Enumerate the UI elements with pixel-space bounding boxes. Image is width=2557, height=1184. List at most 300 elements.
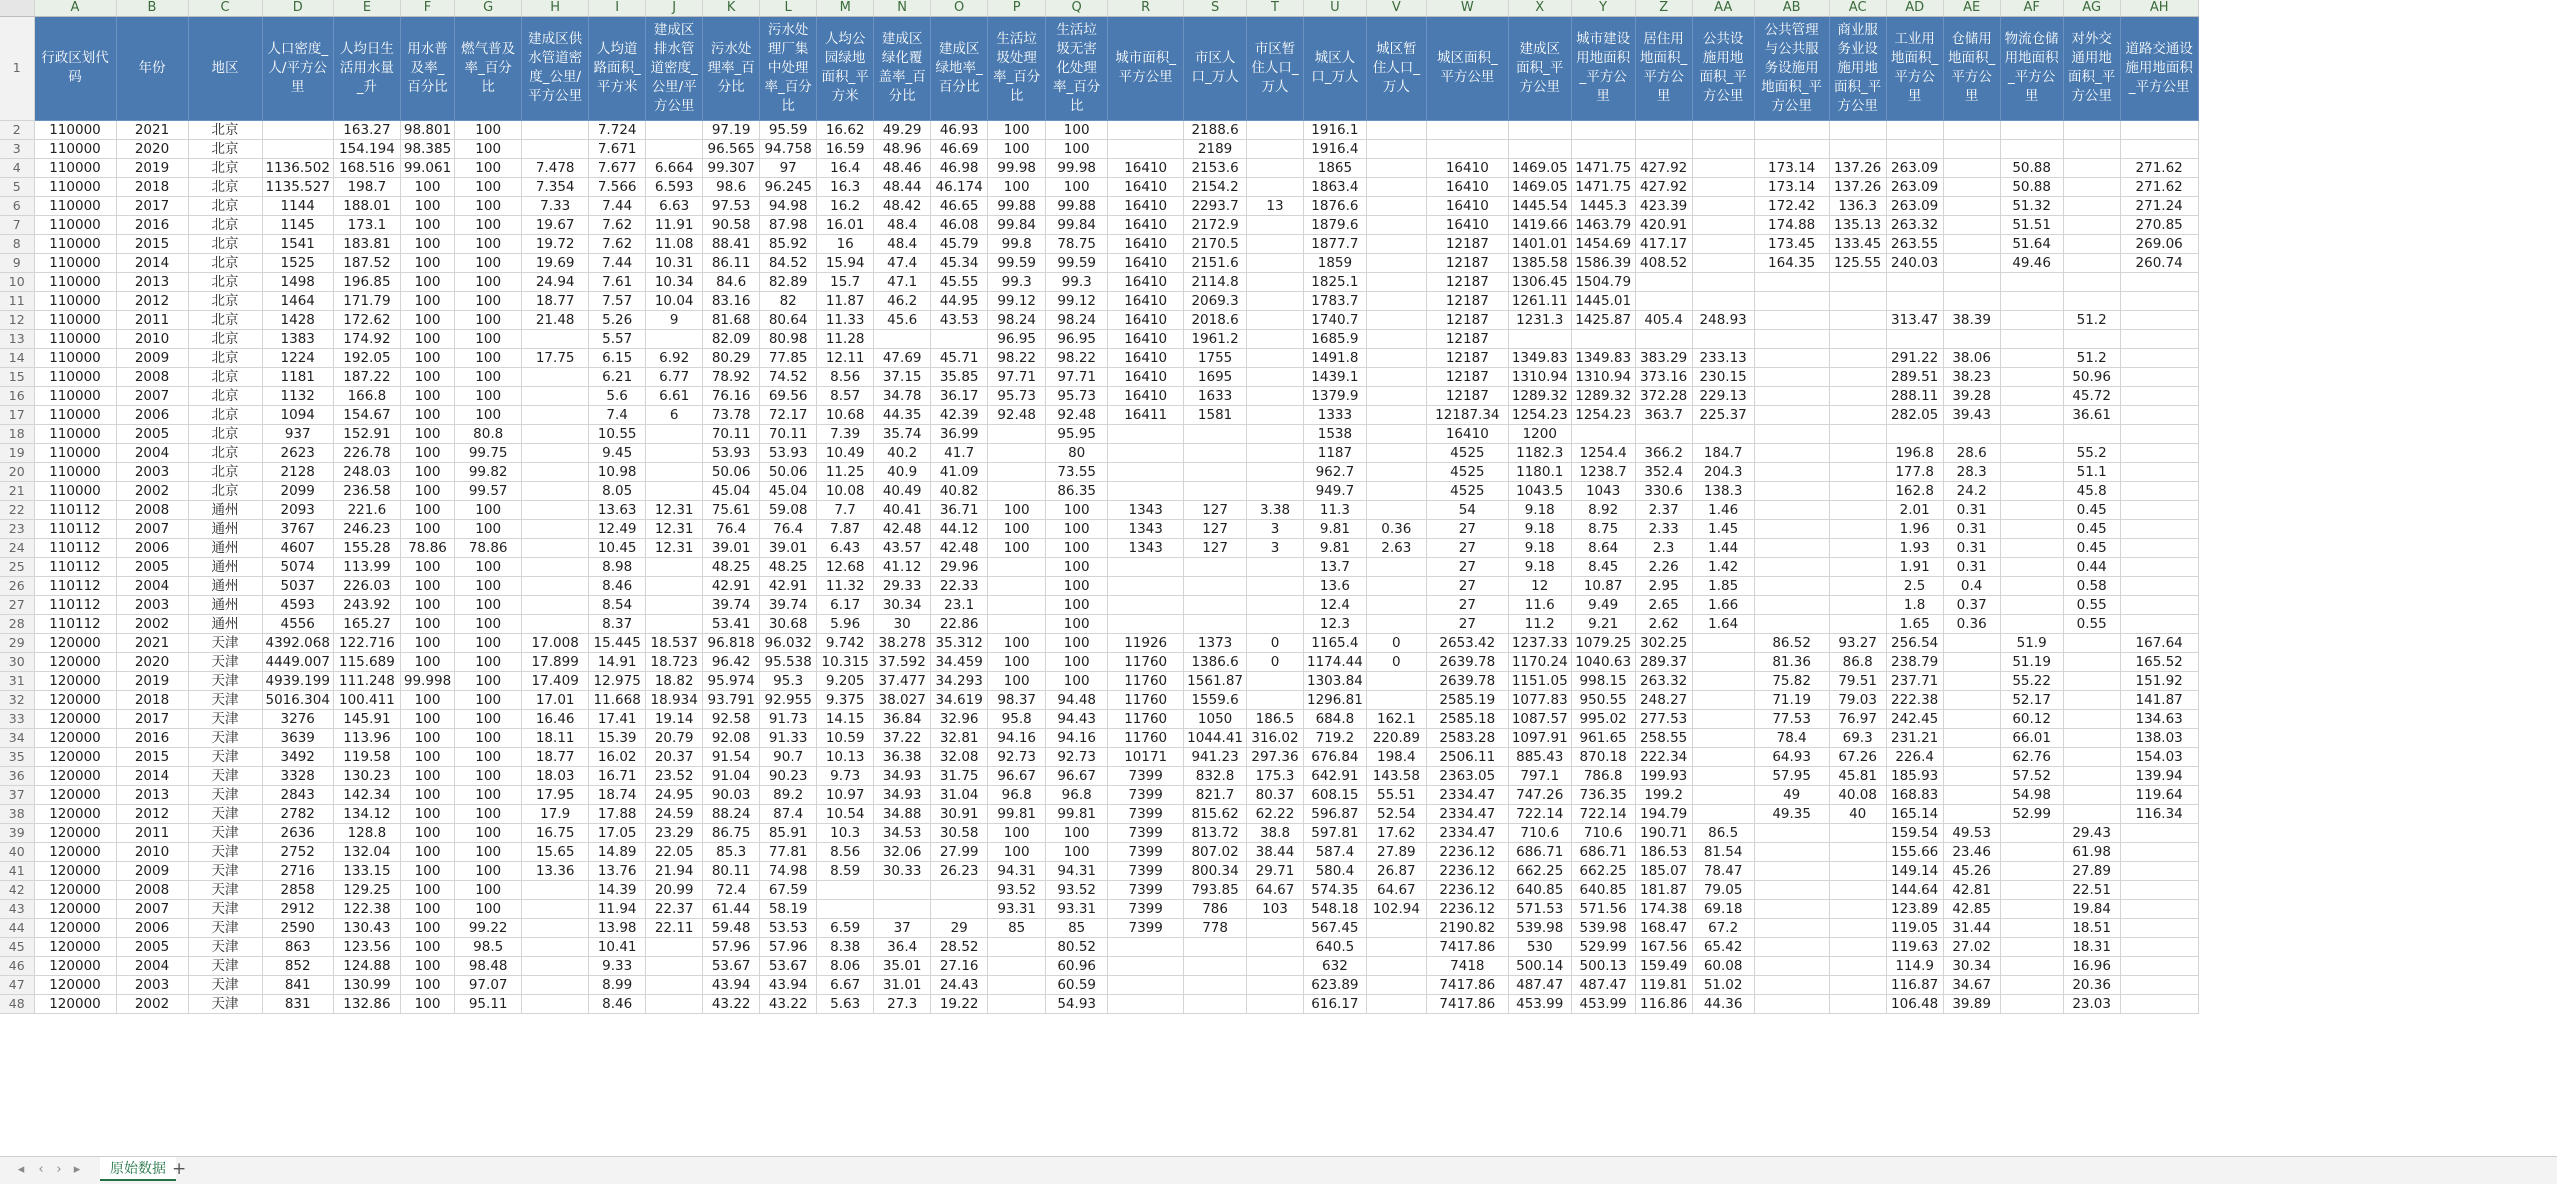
table-cell[interactable]: 8.54	[589, 595, 646, 614]
table-cell[interactable]: 12187	[1426, 272, 1508, 291]
table-cell[interactable]: 76.4	[703, 519, 760, 538]
table-cell[interactable]: 1916.4	[1304, 139, 1367, 158]
table-cell[interactable]: 北京	[188, 386, 262, 405]
table-cell[interactable]: 119.64	[2120, 785, 2198, 804]
table-cell[interactable]: 16410	[1108, 177, 1184, 196]
table-cell[interactable]: 1471.75	[1571, 158, 1635, 177]
table-cell[interactable]	[2000, 994, 2063, 1013]
table-cell[interactable]: 9.49	[1571, 595, 1635, 614]
table-cell[interactable]: 9.18	[1508, 557, 1571, 576]
field-header-cell[interactable]: 生活垃圾处理率_百分比	[988, 16, 1046, 120]
row-number[interactable]: 16	[0, 386, 34, 405]
field-header-cell[interactable]: 地区	[188, 16, 262, 120]
table-cell[interactable]	[1247, 557, 1304, 576]
table-cell[interactable]: 120000	[34, 709, 116, 728]
table-cell[interactable]	[1829, 994, 1886, 1013]
table-cell[interactable]: 8.45	[1571, 557, 1635, 576]
table-cell[interactable]: 2334.47	[1426, 804, 1508, 823]
table-cell[interactable]: 95.8	[988, 709, 1046, 728]
table-cell[interactable]: 2334.47	[1426, 785, 1508, 804]
table-cell[interactable]: 127	[1184, 500, 1247, 519]
table-cell[interactable]	[1366, 937, 1426, 956]
table-cell[interactable]: 815.62	[1184, 804, 1247, 823]
table-cell[interactable]: 99.59	[988, 253, 1046, 272]
table-cell[interactable]: 31.44	[1943, 918, 2000, 937]
table-cell[interactable]	[1943, 253, 2000, 272]
table-cell[interactable]	[2000, 823, 2063, 842]
table-cell[interactable]: 1145	[262, 215, 333, 234]
table-cell[interactable]: 2005	[116, 937, 188, 956]
table-cell[interactable]: 12187	[1426, 291, 1508, 310]
row-number[interactable]: 3	[0, 139, 34, 158]
table-cell[interactable]: 120000	[34, 842, 116, 861]
table-cell[interactable]: 2018.6	[1184, 310, 1247, 329]
table-cell[interactable]	[646, 595, 703, 614]
table-cell[interactable]: 43.94	[703, 975, 760, 994]
table-cell[interactable]	[1247, 690, 1304, 709]
table-cell[interactable]	[1366, 253, 1426, 272]
table-cell[interactable]	[2120, 956, 2198, 975]
table-cell[interactable]	[1829, 291, 1886, 310]
table-cell[interactable]: 97	[760, 158, 817, 177]
table-cell[interactable]	[2000, 500, 2063, 519]
table-cell[interactable]: 天津	[188, 747, 262, 766]
table-cell[interactable]: 427.92	[1635, 177, 1692, 196]
table-cell[interactable]: 19.67	[522, 215, 589, 234]
table-cell[interactable]: 15.445	[589, 633, 646, 652]
table-cell[interactable]	[1943, 671, 2000, 690]
table-cell[interactable]: 97.07	[455, 975, 522, 994]
table-cell[interactable]: 120000	[34, 728, 116, 747]
table-cell[interactable]: 13.63	[589, 500, 646, 519]
table-cell[interactable]: 863	[262, 937, 333, 956]
table-cell[interactable]: 100	[988, 120, 1046, 139]
table-cell[interactable]: 100	[1046, 671, 1108, 690]
table-cell[interactable]: 100	[1046, 519, 1108, 538]
table-cell[interactable]	[2120, 367, 2198, 386]
table-cell[interactable]: 174.88	[1754, 215, 1829, 234]
table-cell[interactable]: 46.98	[931, 158, 988, 177]
table-cell[interactable]: 96.565	[703, 139, 760, 158]
table-cell[interactable]: 92.58	[703, 709, 760, 728]
table-cell[interactable]: 89.2	[760, 785, 817, 804]
column-header[interactable]: Y	[1571, 0, 1635, 16]
table-cell[interactable]: 1445.3	[1571, 196, 1635, 215]
table-cell[interactable]	[988, 595, 1046, 614]
table-cell[interactable]: 1561.87	[1184, 671, 1247, 690]
table-cell[interactable]	[1943, 272, 2000, 291]
table-cell[interactable]: 11.2	[1508, 614, 1571, 633]
table-cell[interactable]: 9.18	[1508, 519, 1571, 538]
table-cell[interactable]: 1559.6	[1184, 690, 1247, 709]
table-cell[interactable]	[1829, 329, 1886, 348]
table-cell[interactable]	[931, 899, 988, 918]
table-cell[interactable]: 99.8	[988, 234, 1046, 253]
field-header-cell[interactable]: 城区暂住人口_万人	[1366, 16, 1426, 120]
table-cell[interactable]: 60.08	[1692, 956, 1754, 975]
table-cell[interactable]: 29.96	[931, 557, 988, 576]
table-cell[interactable]: 3767	[262, 519, 333, 538]
table-cell[interactable]: 0	[1247, 633, 1304, 652]
table-cell[interactable]: 1.93	[1886, 538, 1943, 557]
table-cell[interactable]: 34.93	[874, 785, 931, 804]
table-cell[interactable]: 16	[817, 234, 874, 253]
table-cell[interactable]: 48.25	[760, 557, 817, 576]
table-cell[interactable]: 51.9	[2000, 633, 2063, 652]
table-cell[interactable]: 119.58	[333, 747, 400, 766]
table-cell[interactable]: 242.45	[1886, 709, 1943, 728]
table-cell[interactable]	[2063, 709, 2120, 728]
table-cell[interactable]: 96.245	[760, 177, 817, 196]
table-cell[interactable]: 天津	[188, 766, 262, 785]
table-cell[interactable]: 16410	[1108, 158, 1184, 177]
table-cell[interactable]: 1132	[262, 386, 333, 405]
table-cell[interactable]: 995.02	[1571, 709, 1635, 728]
table-cell[interactable]: 198.7	[333, 177, 400, 196]
table-cell[interactable]: 15.94	[817, 253, 874, 272]
table-cell[interactable]: 9.21	[1571, 614, 1635, 633]
table-cell[interactable]: 2019	[116, 671, 188, 690]
table-cell[interactable]: 100	[988, 177, 1046, 196]
table-cell[interactable]: 608.15	[1304, 785, 1367, 804]
table-cell[interactable]: 12.49	[589, 519, 646, 538]
table-cell[interactable]: 45.81	[1829, 766, 1886, 785]
table-cell[interactable]: 2006	[116, 538, 188, 557]
table-cell[interactable]: 20.79	[646, 728, 703, 747]
table-cell[interactable]: 130.43	[333, 918, 400, 937]
table-cell[interactable]: 100	[988, 823, 1046, 842]
table-cell[interactable]	[1754, 386, 1829, 405]
table-cell[interactable]: 96.67	[988, 766, 1046, 785]
field-header-cell[interactable]: 生活垃圾无害化处理率_百分比	[1046, 16, 1108, 120]
table-cell[interactable]: 949.7	[1304, 481, 1367, 500]
table-cell[interactable]: 383.29	[1635, 348, 1692, 367]
table-cell[interactable]	[2063, 728, 2120, 747]
table-cell[interactable]: 92.48	[1046, 405, 1108, 424]
table-cell[interactable]: 49.46	[2000, 253, 2063, 272]
table-cell[interactable]	[1635, 329, 1692, 348]
table-cell[interactable]: 571.56	[1571, 899, 1635, 918]
table-cell[interactable]: 2782	[262, 804, 333, 823]
table-cell[interactable]	[2000, 310, 2063, 329]
table-cell[interactable]: 37.477	[874, 671, 931, 690]
table-cell[interactable]: 119.81	[1635, 975, 1692, 994]
table-cell[interactable]: 通州	[188, 576, 262, 595]
table-cell[interactable]: 15.39	[589, 728, 646, 747]
table-cell[interactable]	[1635, 272, 1692, 291]
table-cell[interactable]: 39.01	[703, 538, 760, 557]
column-header[interactable]: AF	[2000, 0, 2063, 16]
table-cell[interactable]: 7417.86	[1426, 994, 1508, 1013]
table-cell[interactable]: 166.8	[333, 386, 400, 405]
table-cell[interactable]	[2000, 272, 2063, 291]
table-cell[interactable]: 642.91	[1304, 766, 1367, 785]
table-cell[interactable]: 961.65	[1571, 728, 1635, 747]
table-cell[interactable]: 79.03	[1829, 690, 1886, 709]
row-number[interactable]: 12	[0, 310, 34, 329]
table-cell[interactable]	[1366, 196, 1426, 215]
table-cell[interactable]: 1170.24	[1508, 652, 1571, 671]
table-cell[interactable]: 51.19	[2000, 652, 2063, 671]
table-cell[interactable]: 2004	[116, 576, 188, 595]
table-cell[interactable]	[1829, 481, 1886, 500]
table-cell[interactable]: 2006	[116, 405, 188, 424]
table-cell[interactable]	[1829, 823, 1886, 842]
table-cell[interactable]: 120000	[34, 633, 116, 652]
table-cell[interactable]: 80.52	[1046, 937, 1108, 956]
table-cell[interactable]: 640.5	[1304, 937, 1367, 956]
table-cell[interactable]	[1366, 462, 1426, 481]
table-cell[interactable]	[1247, 120, 1304, 139]
table-cell[interactable]: 14.15	[817, 709, 874, 728]
table-cell[interactable]: 42.81	[1943, 880, 2000, 899]
table-cell[interactable]: 427.92	[1635, 158, 1692, 177]
table-cell[interactable]	[2120, 918, 2198, 937]
table-cell[interactable]: 139.94	[2120, 766, 2198, 785]
table-cell[interactable]: 北京	[188, 462, 262, 481]
table-cell[interactable]: 291.22	[1886, 348, 1943, 367]
table-cell[interactable]: 1238.7	[1571, 462, 1635, 481]
table-cell[interactable]: 120000	[34, 823, 116, 842]
table-cell[interactable]: 1306.45	[1508, 272, 1571, 291]
table-cell[interactable]	[1754, 823, 1829, 842]
table-cell[interactable]: 6.61	[646, 386, 703, 405]
table-cell[interactable]: 174.38	[1635, 899, 1692, 918]
table-cell[interactable]: 6.21	[589, 367, 646, 386]
table-cell[interactable]	[2063, 785, 2120, 804]
table-cell[interactable]: 1428	[262, 310, 333, 329]
table-cell[interactable]: 2017	[116, 196, 188, 215]
table-cell[interactable]: 1877.7	[1304, 234, 1367, 253]
table-cell[interactable]: 43.57	[874, 538, 931, 557]
table-cell[interactable]: 1685.9	[1304, 329, 1367, 348]
table-cell[interactable]: 192.05	[333, 348, 400, 367]
table-cell[interactable]: 43.22	[703, 994, 760, 1013]
table-cell[interactable]: 248.27	[1635, 690, 1692, 709]
table-cell[interactable]: 100	[400, 310, 454, 329]
table-cell[interactable]: 42.48	[931, 538, 988, 557]
table-cell[interactable]	[1366, 481, 1426, 500]
table-cell[interactable]: 7.724	[589, 120, 646, 139]
table-cell[interactable]: 263.32	[1635, 671, 1692, 690]
table-cell[interactable]	[1247, 367, 1304, 386]
table-cell[interactable]	[988, 443, 1046, 462]
table-cell[interactable]: 226.03	[333, 576, 400, 595]
table-cell[interactable]: 7.354	[522, 177, 589, 196]
table-cell[interactable]: 16.01	[817, 215, 874, 234]
row-number[interactable]: 17	[0, 405, 34, 424]
table-cell[interactable]: 16410	[1108, 196, 1184, 215]
row-number[interactable]: 28	[0, 614, 34, 633]
table-cell[interactable]: 93.31	[1046, 899, 1108, 918]
table-cell[interactable]: 74.52	[760, 367, 817, 386]
table-cell[interactable]: 9.81	[1304, 538, 1367, 557]
table-cell[interactable]: 1454.69	[1571, 234, 1635, 253]
table-cell[interactable]: 99.75	[455, 443, 522, 462]
table-cell[interactable]: 78.86	[455, 538, 522, 557]
field-header-cell[interactable]: 城区面积_平方公里	[1426, 16, 1508, 120]
table-cell[interactable]	[2063, 690, 2120, 709]
table-cell[interactable]: 20.37	[646, 747, 703, 766]
table-cell[interactable]: 1.8	[1886, 595, 1943, 614]
table-cell[interactable]	[646, 443, 703, 462]
table-cell[interactable]: 1135.527	[262, 177, 333, 196]
table-cell[interactable]: 53.67	[760, 956, 817, 975]
table-cell[interactable]: 0.31	[1943, 519, 2000, 538]
table-cell[interactable]	[1247, 272, 1304, 291]
table-cell[interactable]: 297.36	[1247, 747, 1304, 766]
table-cell[interactable]: 100	[400, 348, 454, 367]
table-cell[interactable]: 36.99	[931, 424, 988, 443]
table-cell[interactable]: 1783.7	[1304, 291, 1367, 310]
table-cell[interactable]: 38.39	[1943, 310, 2000, 329]
table-cell[interactable]	[2120, 557, 2198, 576]
table-cell[interactable]: 165.27	[333, 614, 400, 633]
table-cell[interactable]: 1863.4	[1304, 177, 1367, 196]
table-cell[interactable]	[1692, 633, 1754, 652]
table-cell[interactable]	[1184, 975, 1247, 994]
table-cell[interactable]: 172.62	[333, 310, 400, 329]
table-cell[interactable]: 100	[1046, 120, 1108, 139]
table-cell[interactable]: 71.19	[1754, 690, 1829, 709]
table-cell[interactable]: 1174.44	[1304, 652, 1367, 671]
table-cell[interactable]: 500.14	[1508, 956, 1571, 975]
table-cell[interactable]: 7399	[1108, 823, 1184, 842]
table-cell[interactable]	[1754, 500, 1829, 519]
table-cell[interactable]: 29	[931, 918, 988, 937]
table-cell[interactable]: 14.89	[589, 842, 646, 861]
table-cell[interactable]: 52.54	[1366, 804, 1426, 823]
table-cell[interactable]	[1184, 557, 1247, 576]
column-header[interactable]: O	[931, 0, 988, 16]
table-cell[interactable]	[1108, 576, 1184, 595]
table-cell[interactable]	[1754, 120, 1829, 139]
table-cell[interactable]: 248.93	[1692, 310, 1754, 329]
table-cell[interactable]: 152.91	[333, 424, 400, 443]
table-cell[interactable]: 2093	[262, 500, 333, 519]
table-cell[interactable]: 5016.304	[262, 690, 333, 709]
table-cell[interactable]	[1886, 291, 1943, 310]
table-cell[interactable]: 260.74	[2120, 253, 2198, 272]
table-cell[interactable]: 57.52	[2000, 766, 2063, 785]
table-cell[interactable]: 95.73	[988, 386, 1046, 405]
table-cell[interactable]: 0.44	[2063, 557, 2120, 576]
table-cell[interactable]	[2063, 671, 2120, 690]
table-cell[interactable]: 2013	[116, 272, 188, 291]
table-cell[interactable]	[1943, 234, 2000, 253]
table-cell[interactable]: 100	[455, 785, 522, 804]
table-cell[interactable]: 34.293	[931, 671, 988, 690]
table-cell[interactable]	[1943, 766, 2000, 785]
table-cell[interactable]: 92.08	[703, 728, 760, 747]
table-cell[interactable]: 80.98	[760, 329, 817, 348]
table-cell[interactable]: 100	[400, 899, 454, 918]
table-cell[interactable]	[2063, 272, 2120, 291]
table-cell[interactable]: 34.88	[874, 804, 931, 823]
table-cell[interactable]: 1349.83	[1508, 348, 1571, 367]
table-cell[interactable]: 52.99	[2000, 804, 2063, 823]
table-cell[interactable]: 110112	[34, 500, 116, 519]
table-cell[interactable]: 天津	[188, 880, 262, 899]
table-cell[interactable]	[1366, 120, 1426, 139]
table-cell[interactable]: 90.23	[760, 766, 817, 785]
table-cell[interactable]	[2120, 937, 2198, 956]
table-cell[interactable]: 93.52	[988, 880, 1046, 899]
table-cell[interactable]: 271.62	[2120, 177, 2198, 196]
table-cell[interactable]: 0.45	[2063, 519, 2120, 538]
table-cell[interactable]: 130.23	[333, 766, 400, 785]
table-cell[interactable]: 99.3	[988, 272, 1046, 291]
table-cell[interactable]: 100	[455, 329, 522, 348]
table-cell[interactable]: 9.73	[817, 766, 874, 785]
table-cell[interactable]: 28.6	[1943, 443, 2000, 462]
table-cell[interactable]: 30	[874, 614, 931, 633]
table-cell[interactable]: 100	[455, 215, 522, 234]
table-cell[interactable]: 1463.79	[1571, 215, 1635, 234]
table-cell[interactable]: 155.28	[333, 538, 400, 557]
table-cell[interactable]: 42.91	[703, 576, 760, 595]
table-cell[interactable]: 1087.57	[1508, 709, 1571, 728]
table-cell[interactable]: 24.95	[646, 785, 703, 804]
add-sheet-button[interactable]: +	[172, 1159, 187, 1179]
table-cell[interactable]: 99.59	[1046, 253, 1108, 272]
table-cell[interactable]: 96.95	[988, 329, 1046, 348]
table-cell[interactable]: 7.62	[589, 215, 646, 234]
table-cell[interactable]: 8.06	[817, 956, 874, 975]
table-cell[interactable]	[2063, 139, 2120, 158]
table-cell[interactable]: 2015	[116, 234, 188, 253]
table-cell[interactable]	[1943, 215, 2000, 234]
table-cell[interactable]: 19.84	[2063, 899, 2120, 918]
table-cell[interactable]	[1366, 595, 1426, 614]
table-cell[interactable]	[1692, 272, 1754, 291]
table-cell[interactable]: 46.93	[931, 120, 988, 139]
table-cell[interactable]	[1692, 234, 1754, 253]
table-cell[interactable]: 17.01	[522, 690, 589, 709]
table-cell[interactable]: 100	[455, 310, 522, 329]
table-cell[interactable]: 53.93	[703, 443, 760, 462]
table-cell[interactable]: 120000	[34, 690, 116, 709]
table-cell[interactable]	[1943, 120, 2000, 139]
table-cell[interactable]: 北京	[188, 177, 262, 196]
table-cell[interactable]	[1829, 386, 1886, 405]
table-cell[interactable]: 94.43	[1046, 709, 1108, 728]
table-cell[interactable]: 100	[400, 500, 454, 519]
table-cell[interactable]: 100	[400, 614, 454, 633]
table-cell[interactable]	[1184, 614, 1247, 633]
table-cell[interactable]: 39.01	[760, 538, 817, 557]
table-cell[interactable]: 45.04	[760, 481, 817, 500]
field-header-cell[interactable]: 人均道路面积_平方米	[589, 16, 646, 120]
table-cell[interactable]: 57.96	[703, 937, 760, 956]
table-cell[interactable]: 82	[760, 291, 817, 310]
table-cell[interactable]: 188.01	[333, 196, 400, 215]
table-cell[interactable]: 100	[400, 462, 454, 481]
table-cell[interactable]	[1754, 538, 1829, 557]
table-cell[interactable]: 2005	[116, 424, 188, 443]
table-cell[interactable]	[1886, 139, 1943, 158]
table-cell[interactable]: 3639	[262, 728, 333, 747]
table-cell[interactable]: 106.48	[1886, 994, 1943, 1013]
table-cell[interactable]: 100	[455, 253, 522, 272]
table-cell[interactable]: 37.592	[874, 652, 931, 671]
table-cell[interactable]	[1108, 614, 1184, 633]
table-cell[interactable]: 6.59	[817, 918, 874, 937]
table-cell[interactable]	[1943, 158, 2000, 177]
table-cell[interactable]: 100	[400, 709, 454, 728]
table-cell[interactable]	[1247, 671, 1304, 690]
table-cell[interactable]: 2.63	[1366, 538, 1426, 557]
